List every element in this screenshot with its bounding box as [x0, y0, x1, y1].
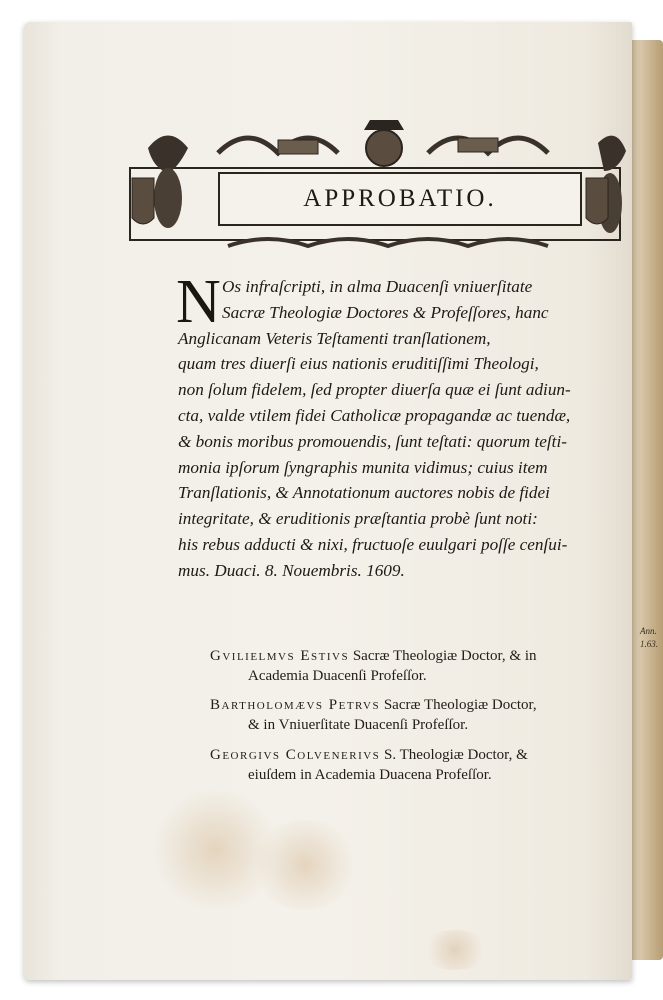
body-line: & bonis moribus promouendis, ſunt teſtati: quorum teſti- [178, 431, 567, 451]
margin-note [640, 625, 658, 651]
signatory-title: Sacræ Theologiæ Doctor, & in [352, 648, 537, 664]
page-title: APPROBATIO. [303, 185, 497, 212]
signatory-petrus [210, 695, 610, 735]
approbatio-title-box [218, 172, 582, 226]
body-line: his rebus adducti & nixi, fructuoſe euulgari poſſe cenſui- [178, 534, 568, 554]
signatory-affiliation: & in Vniuerſitate Duacenſi Profeſſor. [248, 717, 469, 733]
margin-note-line: Ann. [640, 626, 657, 636]
signatory-colvenerius [210, 745, 610, 785]
foxing-stain [250, 820, 360, 910]
body-line: Sacræ Theologiæ Doctores & Profeſſores, hanc [222, 302, 549, 322]
signatory-name: Georgivs Colvenerivs [210, 747, 381, 763]
signatory-title: Sacræ Theologiæ Doctor, [383, 697, 537, 713]
signatory-estius [210, 646, 610, 686]
body-line: quam tres diuerſi eius nationis eruditiſſimi Theologi, [178, 354, 539, 374]
signatory-affiliation: Academia Duacenſi Profeſſor. [248, 668, 427, 684]
signatory-title: S. Theologiæ Doctor, & [384, 747, 528, 763]
margin-note-line: 1.63. [640, 639, 658, 649]
body-line: Os infraſcripti, in alma Duacenſi vniuerſitate [222, 277, 533, 296]
body-line: mus. Duaci. 8. Nouembris. 1609. [178, 560, 405, 580]
body-line: non ſolum fidelem, ſed propter diuerſa quæ ei ſunt adiun- [178, 380, 571, 400]
body-line: monia ipſorum ſyngraphis munita vidimus; cuius item [178, 457, 548, 477]
foxing-stain [420, 930, 490, 970]
approbation-body-text [176, 268, 618, 584]
body-line: cta, valde vtilem fidei Catholicæ propagandæ ac tuendæ, [178, 405, 571, 425]
body-line: integritate, & eruditionis præſtantia probè ſunt noti: [178, 509, 538, 529]
body-line: Anglicanam Veteris Teſtamenti tranſlationem, [178, 328, 491, 348]
body-line: Tranſlationis, & Annotationum auctores nobis de fidei [178, 483, 550, 503]
signatory-affiliation: eiuſdem in Academia Duacena Profeſſor. [248, 767, 492, 783]
drop-cap-letter: N [176, 268, 221, 336]
signatory-name: Gvilielmvs Estivs [210, 648, 350, 664]
signatory-name: Bartholomævs Petrvs [210, 697, 381, 713]
